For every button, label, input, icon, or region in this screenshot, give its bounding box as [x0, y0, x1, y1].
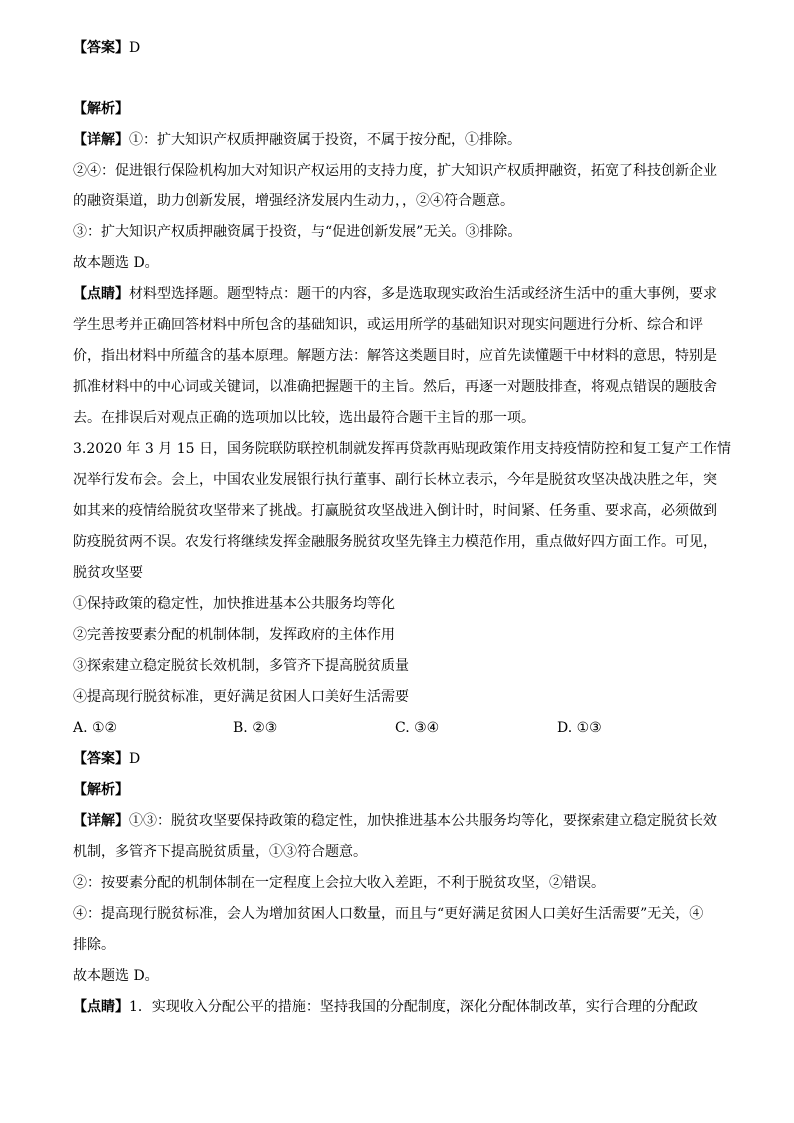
option-b: B. ②③ [233, 720, 278, 736]
detail-line: ②：按要素分配的机制体制在一定程度上会拉大收入差距，不利于脱贫攻坚，②错误。 [73, 875, 605, 891]
comment-line: 抓准材料中的中心词或关键词，以准确把握题干的主旨。然后，再逐一对题肢排查，将观点错误的题肢舍 [73, 379, 717, 395]
detail-line: 排除。 [73, 937, 115, 953]
comment-line: 去。在排误后对观点正确的选项加以比较，选出最符合题干主旨的那一项。 [73, 410, 535, 426]
statement-item: ①保持政策的稳定性，加快推进基本公共服务均等化 [73, 596, 395, 612]
detail-line: 【详解】①：扩大知识产权质押融资属于投资，不属于按分配，①排除。 [73, 132, 521, 148]
detail-tag: 【详解】 [73, 132, 129, 148]
detail-line: 故本题选 D。 [73, 255, 159, 271]
detail-tag: 【详解】 [73, 813, 129, 829]
detail-line: 【详解】①③：脱贫攻坚要保持政策的稳定性，加快推进基本公共服务均等化，要探索建立稳定脱贫长效 [73, 813, 717, 829]
question-stem-line: 3.2020 年 3 月 15 日，国务院联防联控机制就发挥再贷款再贴现政策作用支持疫情防控和复工复产工作情 [73, 441, 731, 457]
detail-line: 故本题选 D。 [73, 968, 159, 984]
detail-line: ②④：促进银行保险机构加大对知识产权运用的支持力度，扩大知识产权质押融资，拓宽了科技创新企业 [73, 163, 717, 179]
option-d: D. ①③ [557, 720, 602, 736]
statement-item: ②完善按要素分配的机制体制，发挥政府的主体作用 [73, 627, 395, 643]
comment-line: 【点睛】1．实现收入分配公平的措施：坚持我国的分配制度，深化分配体制改革，实行合理的分配政 [73, 999, 698, 1015]
detail-line: 的融资渠道，助力创新发展，增强经济发展内生动力，，②④符合题意。 [73, 193, 514, 209]
comment-tag: 【点睛】 [73, 999, 129, 1015]
answer-value: D [129, 751, 141, 767]
comment-tag: 【点睛】 [73, 286, 129, 302]
answer-tag: 【答案】 [73, 751, 129, 767]
detail-line: 机制，多管齐下提高脱贫质量，①③符合题意。 [73, 844, 367, 860]
statement-item: ④提高现行脱贫标准，更好满足贫困人口美好生活需要 [73, 689, 409, 705]
question-stem-line: 况举行发布会。会上，中国农业发展银行执行董事、副行长林立表示，今年是脱贫攻坚决战决胜之年，突 [73, 472, 717, 488]
statement-item: ③探索建立稳定脱贫长效机制，多管齐下提高脱贫质量 [73, 658, 409, 674]
comment-line: 学生思考并正确回答材料中所包含的基础知识，或运用所学的基础知识对现实问题进行分析、综合和评 [73, 317, 703, 333]
option-a: A. ①② [73, 720, 118, 736]
question-stem-line: 如其来的疫情给脱贫攻坚带来了挑战。打赢脱贫攻坚战进入倒计时，时间紧、任务重、要求高，必须做到 [73, 503, 717, 519]
answer-tag: 【答案】 [73, 40, 129, 56]
analysis-tag-2: 【解析】 [73, 782, 129, 798]
answer-line-2 [73, 749, 733, 769]
option-c: C. ③④ [395, 720, 440, 736]
answer-line-1 [73, 38, 733, 58]
question-stem-line: 防疫脱贫两不误。农发行将继续发挥金融服务脱贫攻坚先锋主力模范作用，重点做好四方面工作。可见， [73, 534, 717, 550]
comment-line: 【点睛】材料型选择题。题型特点：题干的内容，多是选取现实政治生活或经济生活中的重大事例，要求 [73, 286, 717, 302]
answer-value: D [129, 40, 141, 56]
detail-line: ③：扩大知识产权质押融资属于投资，与“促进创新发展”无关。③排除。 [73, 224, 522, 240]
detail-line: ④：提高现行脱贫标准，会人为增加贫困人口数量，而且与“更好满足贫困人口美好生活需要”无关，④ [73, 906, 704, 922]
question-stem-line: 脱贫攻坚要 [73, 565, 143, 581]
comment-line: 价，指出材料中所蕴含的基本原理。解题方法：解答这类题目时，应首先读懂题干中材料的意思，特别是 [73, 348, 717, 364]
analysis-tag-1: 【解析】 [73, 101, 129, 117]
